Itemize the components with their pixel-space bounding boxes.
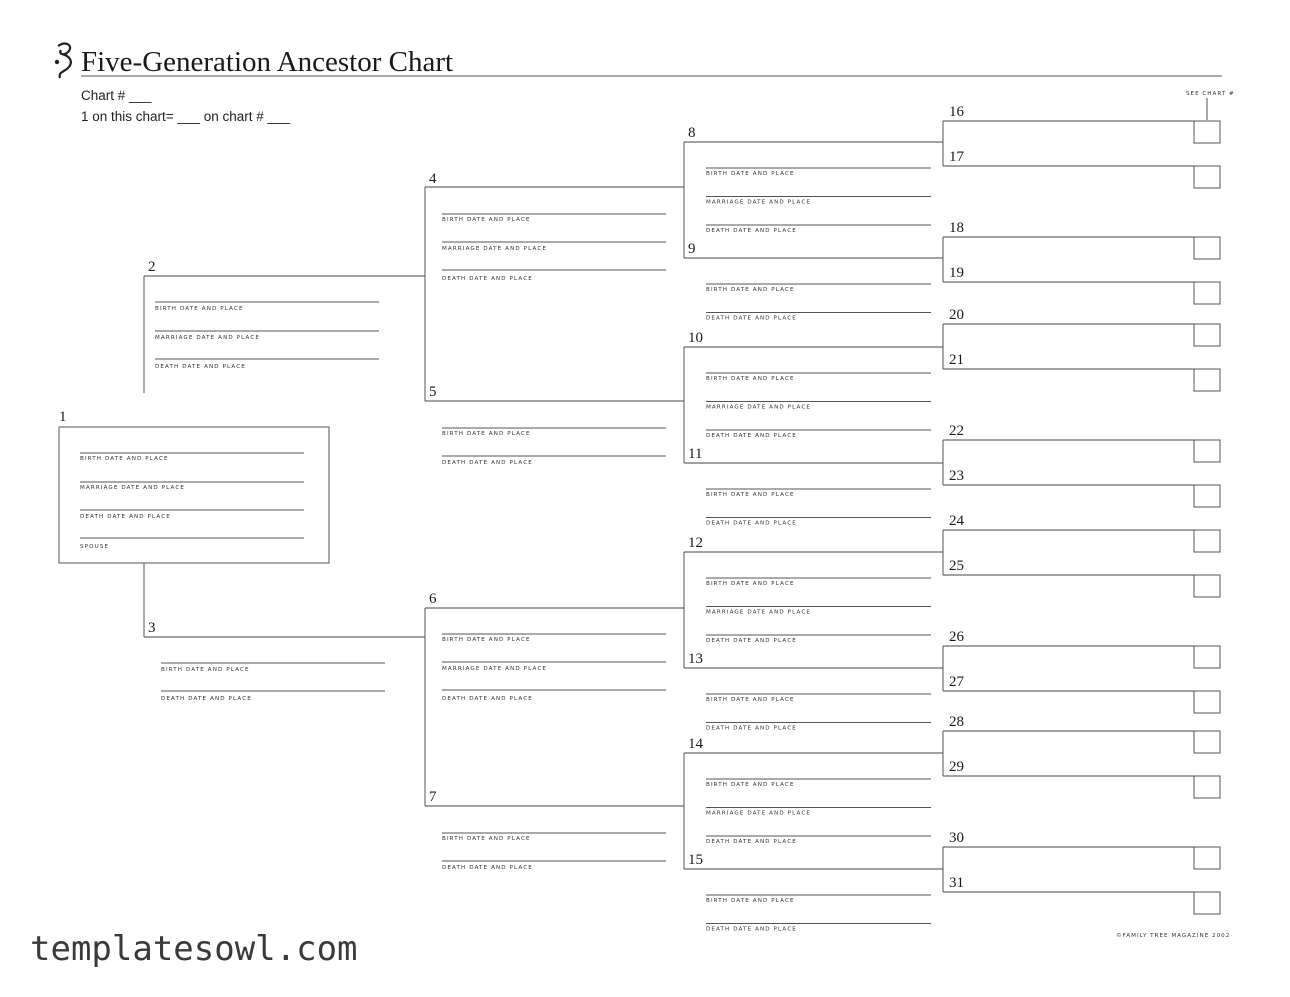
person-1-marriage-label: MARRIAGE DATE AND PLACE xyxy=(80,485,185,491)
person-14-marriage-label: MARRIAGE DATE AND PLACE xyxy=(706,810,811,817)
person-6-death-label: DEATH DATE AND PLACE xyxy=(442,696,533,702)
person-18-see-chart-box[interactable] xyxy=(1194,237,1220,259)
person-31-see-chart-box[interactable] xyxy=(1194,892,1220,914)
person-9-number: 9 xyxy=(688,241,696,257)
person-7-birth-label: BIRTH DATE AND PLACE xyxy=(442,836,531,842)
person-7-number: 7 xyxy=(429,789,437,805)
person-21-number: 21 xyxy=(949,352,964,368)
person-15-birth-label: BIRTH DATE AND PLACE xyxy=(706,898,795,904)
person-30-see-chart-box[interactable] xyxy=(1194,847,1220,869)
person-11-birth-label: BIRTH DATE AND PLACE xyxy=(706,492,795,498)
person-5-number: 5 xyxy=(429,384,437,400)
person-15-number: 15 xyxy=(688,852,703,868)
person-2-number: 2 xyxy=(148,259,156,275)
person-2-death-label: DEATH DATE AND PLACE xyxy=(155,364,246,370)
person-14-number: 14 xyxy=(688,736,703,752)
person-10-death-label: DEATH DATE AND PLACE xyxy=(706,433,797,439)
person-2-marriage-label: MARRIAGE DATE AND PLACE xyxy=(155,335,260,341)
person-16-number: 16 xyxy=(949,104,964,120)
person-13-birth-label: BIRTH DATE AND PLACE xyxy=(706,697,795,703)
person-17-number: 17 xyxy=(949,149,964,165)
generation-4 xyxy=(684,125,943,933)
person-3-death-label: DEATH DATE AND PLACE xyxy=(161,696,252,702)
person-6-number: 6 xyxy=(429,591,437,607)
person-15-death-label: DEATH DATE AND PLACE xyxy=(706,926,797,933)
person-9-birth-label: BIRTH DATE AND PLACE xyxy=(706,287,795,293)
person-1-box[interactable] xyxy=(59,427,329,563)
person-8-birth-label: BIRTH DATE AND PLACE xyxy=(706,171,795,177)
person-30-number: 30 xyxy=(949,830,964,846)
person-18-number: 18 xyxy=(949,220,964,236)
see-chart-label: SEE CHART # xyxy=(1186,91,1235,97)
person-22-see-chart-box[interactable] xyxy=(1194,440,1220,462)
person-27-number: 27 xyxy=(949,674,964,690)
person-17-see-chart-box[interactable] xyxy=(1194,166,1220,188)
page-title: Five-Generation Ancestor Chart xyxy=(81,46,454,78)
person-11-number: 11 xyxy=(688,446,703,462)
person-21-see-chart-box[interactable] xyxy=(1194,369,1220,391)
person-1-death-label: DEATH DATE AND PLACE xyxy=(80,514,171,520)
person-20-see-chart-box[interactable] xyxy=(1194,324,1220,346)
person-24-see-chart-box[interactable] xyxy=(1194,530,1220,552)
person-4-number: 4 xyxy=(429,171,437,187)
person-24-number: 24 xyxy=(949,513,964,529)
person-19-number: 19 xyxy=(949,265,964,281)
person-12-birth-label: BIRTH DATE AND PLACE xyxy=(706,581,795,587)
person-12-death-label: DEATH DATE AND PLACE xyxy=(706,638,797,644)
person-10-birth-label: BIRTH DATE AND PLACE xyxy=(706,376,795,382)
person-14-death-label: DEATH DATE AND PLACE xyxy=(706,839,797,845)
person-1-spouse-label: SPOUSE xyxy=(80,544,110,550)
person-8-death-label: DEATH DATE AND PLACE xyxy=(706,228,797,234)
person-10-number: 10 xyxy=(688,330,703,346)
person-9-death-label: DEATH DATE AND PLACE xyxy=(706,315,797,322)
person-8-marriage-label: MARRIAGE DATE AND PLACE xyxy=(706,199,811,206)
person-26-see-chart-box[interactable] xyxy=(1194,646,1220,668)
person-12-marriage-label: MARRIAGE DATE AND PLACE xyxy=(706,609,811,616)
person-6-marriage-label: MARRIAGE DATE AND PLACE xyxy=(442,666,547,672)
person-23-see-chart-box[interactable] xyxy=(1194,485,1220,507)
person-5-birth-label: BIRTH DATE AND PLACE xyxy=(442,431,531,437)
person-28-number: 28 xyxy=(949,714,964,730)
person-16-see-chart-box[interactable] xyxy=(1194,121,1220,143)
person-2-birth-label: BIRTH DATE AND PLACE xyxy=(155,306,244,312)
copyright-notice: ©FAMILY TREE MAGAZINE 2002 xyxy=(1116,933,1231,939)
person-1-birth-label: BIRTH DATE AND PLACE xyxy=(80,456,169,462)
ornament-icon xyxy=(55,44,71,78)
person-8-number: 8 xyxy=(688,125,696,141)
person-4-marriage-label: MARRIAGE DATE AND PLACE xyxy=(442,246,547,252)
on-this-chart-field[interactable]: 1 on this chart= ___ on chart # ___ xyxy=(81,109,291,124)
person-3-birth-label: BIRTH DATE AND PLACE xyxy=(161,667,250,673)
person-31-number: 31 xyxy=(949,875,964,891)
watermark: templatesowl.com xyxy=(30,929,358,969)
person-6-birth-label: BIRTH DATE AND PLACE xyxy=(442,637,531,643)
generation-5 xyxy=(943,104,1220,914)
person-4-birth-label: BIRTH DATE AND PLACE xyxy=(442,217,531,223)
person-7-death-label: DEATH DATE AND PLACE xyxy=(442,865,533,871)
person-28-see-chart-box[interactable] xyxy=(1194,731,1220,753)
person-10-marriage-label: MARRIAGE DATE AND PLACE xyxy=(706,404,811,411)
person-22-number: 22 xyxy=(949,423,964,439)
person-29-number: 29 xyxy=(949,759,964,775)
person-25-see-chart-box[interactable] xyxy=(1194,575,1220,597)
person-26-number: 26 xyxy=(949,629,964,645)
person-29-see-chart-box[interactable] xyxy=(1194,776,1220,798)
person-25-number: 25 xyxy=(949,558,964,574)
person-23-number: 23 xyxy=(949,468,964,484)
person-3-number: 3 xyxy=(148,620,156,636)
person-20-number: 20 xyxy=(949,307,964,323)
person-4-death-label: DEATH DATE AND PLACE xyxy=(442,276,533,282)
person-13-death-label: DEATH DATE AND PLACE xyxy=(706,725,797,732)
person-12-number: 12 xyxy=(688,535,703,551)
chart-number-field[interactable]: Chart # ___ xyxy=(81,88,152,103)
person-1-number: 1 xyxy=(59,409,67,425)
person-14-birth-label: BIRTH DATE AND PLACE xyxy=(706,782,795,788)
person-19-see-chart-box[interactable] xyxy=(1194,282,1220,304)
person-13-number: 13 xyxy=(688,651,703,667)
person-27-see-chart-box[interactable] xyxy=(1194,691,1220,713)
person-5-death-label: DEATH DATE AND PLACE xyxy=(442,460,533,466)
person-11-death-label: DEATH DATE AND PLACE xyxy=(706,520,797,527)
